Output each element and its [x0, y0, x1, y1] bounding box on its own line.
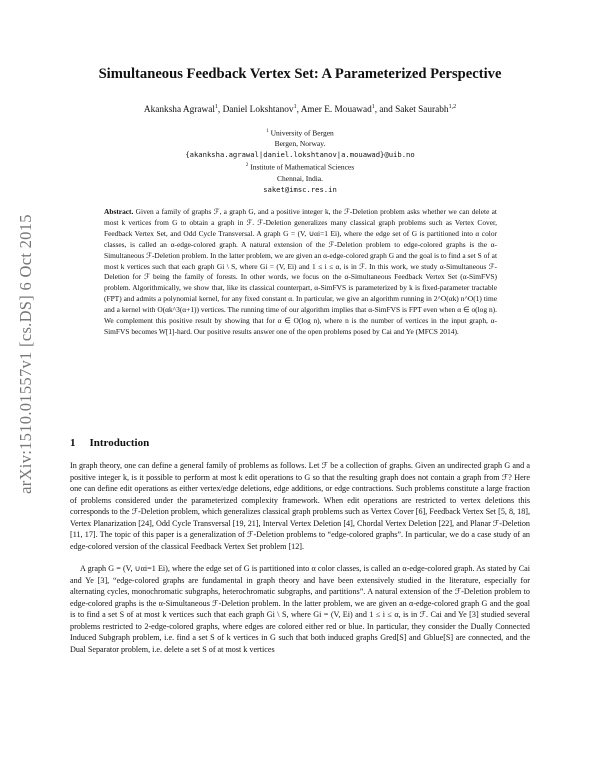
abstract-text: Given a family of graphs ℱ, a graph G, and a positive integer k, the ℱ-Deletion problem asks whether we can delete at most k vertices from G to obtain a graph in ℱ. ℱ-Deletion generalizes many classical graph problems such as Vertex Cover, Feedback Vertex Set, and Odd Cycle Transversal. A graph G = (V, ∪αi=1 Ei), where the edge set of G is partitioned into α color classes, is called an α-edge-colored graph. A natural extension of the ℱ-Deletion problem to edge-colored graphs is the α-Simultaneous ℱ-Deletion problem. In the latter problem, we are given an α-edge-colored graph G and the goal is to find a set S of at most k vertices such that each graph Gi \ S, where Gi = (V, Ei) and 1 ≤ i ≤ α, is in ℱ. In this work, we study α-Simultaneous ℱ-Deletion for ℱ being the family of forests. In other words, we focus on the α-Simultaneous Feedback Vertex Set (α-SimFVS) problem. Algorithmically, we show that, like its classical counterpart, α-SimFVS is parameterized by k is fixed-parameter tractable (FPT) and admits a polynomial kernel, for any fixed constant α. In particular, we give an algorithm running in 2^O(αk) n^O(1) time and a kernel with O(αk^3(α+1)) vertices. The running time of our algorithm implies that α-SimFVS is FPT even when α ∈ o(log n). We complement this positive result by showing that for α ∈ O(log n), where n is the number of vertices in the input graph, α-SimFVS becomes W[1]-hard. Our positive results answer one of the open problems posed by Cai and Ye (MFCS 2014).: [104, 207, 497, 336]
paragraph-1: In graph theory, one can define a general family of problems as follows. Let ℱ be a collection of graphs. Given an undirected graph G and a positive integer k, is it possible to perform at most k edit operations to G so that the resulting graph does not contain a graph from ℱ? Here one can define edit operations as either vertex/edge deletions, edge additions, or edge contractions. Such problems constitute a large fraction of problems considered under the parameterized complexity framework. When edit operations are restricted to vertex deletions this corresponds to the ℱ-Deletion problem, which generalizes classical graph problems such as Vertex Cover [6], Feedback Vertex Set [5, 8, 18], Vertex Planarization [24], Odd Cycle Transversal [19, 21], Interval Vertex Deletion [4], Chordal Vertex Deletion [22], and Planar ℱ-Deletion [11, 17]. The topic of this paper is a generalization of ℱ-Deletion problems to “edge-colored graphs”. In particular, we do a case study of an edge-colored version of the classical Feedback Vertex Set problem [12].: [70, 461, 530, 551]
affiliation-2: $^2$ Institute of Mathematical Sciences: [245, 162, 355, 172]
affiliation-1-city: Bergen, Norway.: [274, 139, 326, 149]
affiliations: [150, 127, 450, 195]
author-affiliation-mark: 1: [371, 104, 375, 110]
paragraph-2: A graph G = (V, ∪αi=1 Ei), where the edge set of G is partitioned into α color classes, is called an α-edge-colored graph. As stated by Cai and Ye [3], “edge-colored graphs are fundamental in graph theory and have been extensively studied in the literature, especially for alternating cycles, monochromatic subgraphs, heterochromatic subgraphs, and partitions”. A natural extension of the ℱ-Deletion problem to edge-colored graphs is the α-Simultaneous ℱ-Deletion problem. In the latter problem, we are given an α-edge-colored graph G and the goal is to find a set S of at most k vertices such that each graph Gi \ S, where Gi = (V, Ei) and 1 ≤ i ≤ α, is in ℱ. Cai and Ye [3] studied several problems restricted to 2-edge-colored graphs, where edges are colored either red or blue. In particular, they consider the Dually Connected Induced Subgraph problem, i.e. find a set S of k vertices in G such that both induced graphs Gred[S] and Gblue[S] are connected, and the Dual Separator problem, i.e. delete a set S of at most k vertices: [70, 564, 530, 654]
author: Daniel Lokshtanov: [222, 105, 294, 116]
section-heading: [70, 437, 149, 449]
arxiv-identifier: arXiv:1510.01557v1 [cs.DS] 6 Oct 2015: [16, 214, 35, 494]
author-list: Akanksha Agrawal$^1$, Daniel Lokshtanov$^1$, Amer E. Mouawad$^1$, and Saket Saurabh$^{1,2}$: [143, 104, 457, 116]
abstract-label: Abstract.: [104, 207, 134, 216]
author-affiliation-mark: 1: [214, 104, 218, 110]
author-affiliation-mark: 1,2: [448, 104, 457, 110]
paper-title: Simultaneous Feedback Vertex Set: A Parameterized Perspective: [98, 66, 502, 82]
section-title: Introduction: [89, 437, 150, 449]
author-affiliation-mark: 1: [293, 104, 297, 110]
affiliation-2-email: saket@imsc.res.in: [263, 184, 337, 194]
arxiv-stamp: [14, 158, 38, 550]
author: and Saket Saurabh: [379, 105, 449, 116]
affiliation-1: $^1$ University of Bergen: [266, 128, 334, 138]
section-number: 1: [70, 437, 76, 449]
affiliation-1-email: {akanksha.agrawal|daniel.lokshtanov|a.mouawad}@uib.no: [185, 150, 415, 160]
affiliation-2-city: Chennai, India.: [276, 173, 324, 183]
abstract: [104, 207, 497, 338]
author: Akanksha Agrawal: [143, 105, 215, 116]
author: Amer E. Mouawad: [300, 105, 372, 116]
